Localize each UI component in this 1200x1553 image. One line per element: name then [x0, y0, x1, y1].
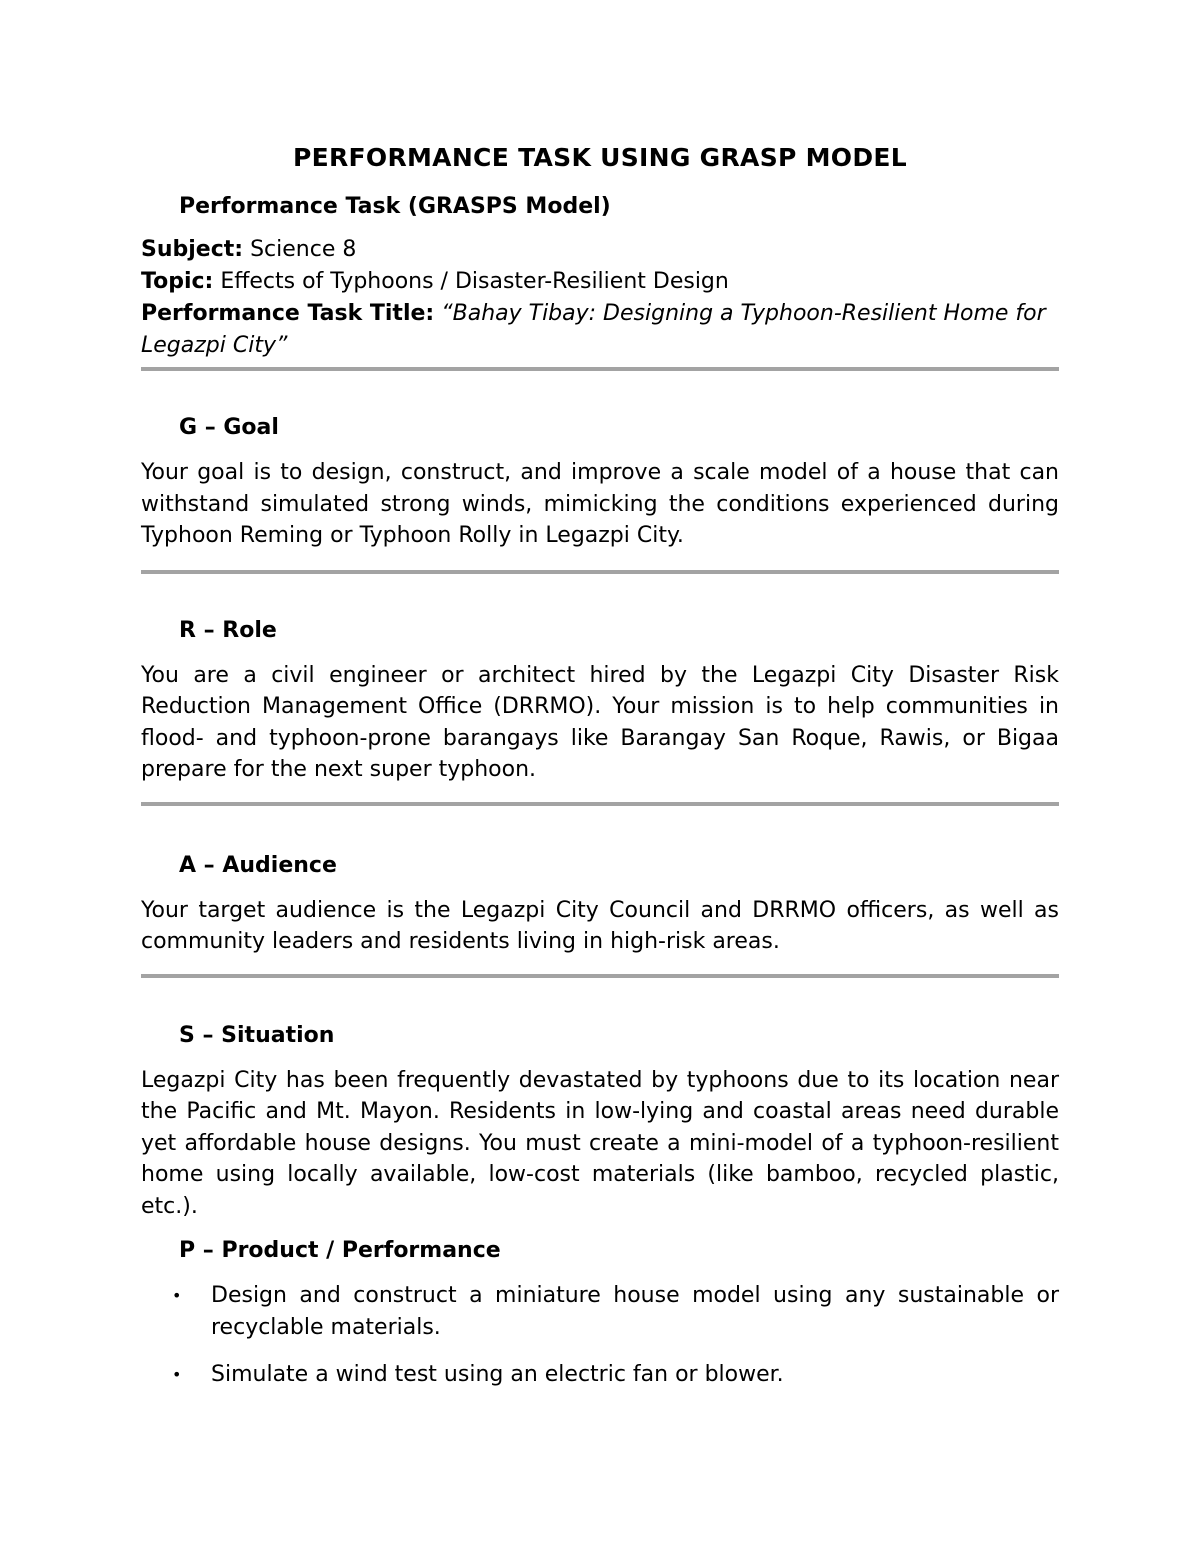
- list-item-text: Simulate a wind test using an electric fan or blower.: [211, 1362, 784, 1387]
- subject-label: Subject:: [141, 237, 244, 262]
- task-title-label: Performance Task Title:: [141, 301, 435, 326]
- divider: [141, 367, 1059, 371]
- divider: [141, 974, 1059, 978]
- situation-heading: S – Situation: [179, 1022, 335, 1048]
- situation-body: Legazpi City has been frequently devastated by typhoons due to its location near the Pacific and Mt. Mayon. Residents in low-lying and coastal areas need durable yet affordable house designs. You must create a mini-model of a typhoon-resilient home using locally available, low-cost materials (like bamboo, recycled plastic, etc.).: [141, 1067, 1059, 1219]
- list-item: [141, 1359, 1059, 1391]
- task-title-value: “Bahay Tibay: Designing a Typhoon-Resilient Home for Legazpi City”: [141, 301, 1046, 358]
- topic-value: Effects of Typhoons / Disaster-Resilient Design: [220, 269, 729, 294]
- audience-heading: A – Audience: [179, 852, 337, 878]
- role-heading: R – Role: [179, 617, 277, 643]
- bullet-icon: •: [172, 1365, 182, 1384]
- bullet-icon: •: [172, 1286, 182, 1305]
- list-item: [141, 1280, 1059, 1343]
- subject-value: Science 8: [250, 237, 357, 262]
- goal-heading: G – Goal: [179, 415, 279, 440]
- document-subtitle: Performance Task (GRASPS Model): [179, 194, 611, 219]
- topic-label: Topic:: [141, 269, 214, 294]
- list-item-text: Design and construct a miniature house model using any sustainable or recyclable materials.: [211, 1283, 1059, 1340]
- document-title: PERFORMANCE TASK USING GRASP MODEL: [292, 143, 908, 172]
- document-page: [141, 138, 1059, 1391]
- goal-body: Your goal is to design, construct, and improve a scale model of a house that can withstand simulated strong winds, mimicking the conditions experienced during Typhoon Reming or Typhoon Rolly in Legazpi City.: [141, 460, 1059, 548]
- task-title-line: [141, 298, 1059, 362]
- role-body: You are a civil engineer or architect hired by the Legazpi City Disaster Risk Reduction Management Office (DRRMO). Your mission is to help communities in flood- and typhoon-prone barangays like Barangay San Roque, Rawis, or Bigaa prepare for the next super typhoon.: [141, 662, 1059, 782]
- audience-body: Your target audience is the Legazpi City Council and DRRMO officers, as well as community leaders and residents living in high-risk areas.: [141, 897, 1059, 954]
- product-list: [141, 1280, 1059, 1391]
- task-metadata: [141, 234, 1059, 362]
- divider: [141, 802, 1059, 806]
- topic-line: [141, 266, 1059, 298]
- divider: [141, 570, 1059, 574]
- subject-line: [141, 234, 1059, 266]
- product-heading: P – Product / Performance: [179, 1238, 501, 1263]
